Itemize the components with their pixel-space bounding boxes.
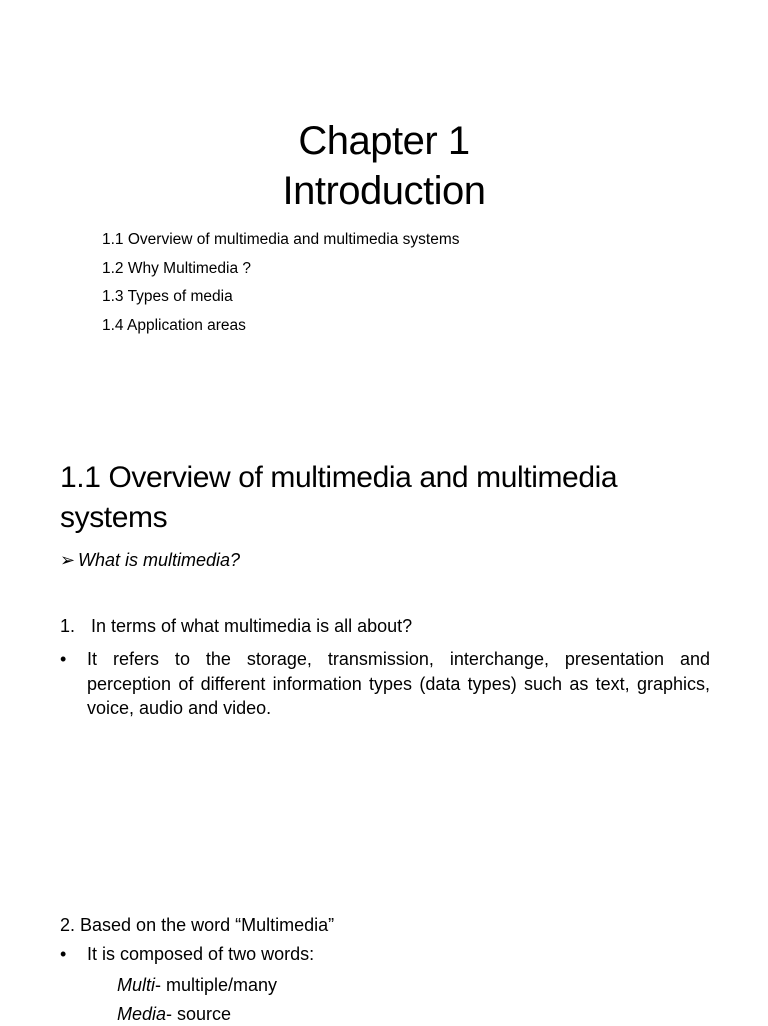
question-line [60,548,240,572]
definition-media [117,1002,231,1026]
bullet-text: It refers to the storage, transmission, interchange, presentation and perception of different information types (data types) such as text, graphics, voice, audio and video. [87,649,710,718]
section-heading: 1.1 Overview of multimedia and multimedia systems [60,461,618,534]
chapter-title-line1: Chapter 1 [298,119,470,163]
question-text: What is multimedia? [78,550,241,570]
arrow-bullet-icon: ➢ [60,550,76,570]
bullet-icon: • [60,649,67,669]
toc-item: 1.1 Overview of multimedia and multimedia systems [102,231,460,248]
bullet-icon: • [60,944,67,964]
slide-overview [0,384,768,1024]
chapter-title [0,116,768,216]
table-of-contents [102,229,460,343]
item-number: 1. [60,616,76,636]
toc-item: 1.2 Why Multimedia ? [102,259,252,277]
chapter-title-line2: Introduction [282,169,486,213]
bullet-text: It is composed of two words: [87,944,315,964]
term-multi: Multi [117,975,156,995]
bullet-item-1 [60,647,710,721]
toc-item: 1.3 Types of media [102,288,233,305]
term-media: Media [117,1004,167,1024]
toc-item: 1.4 Application areas [102,316,246,334]
def-multi: - multiple/many [155,975,278,995]
bullet-item-2 [60,942,710,967]
definition-multi [117,973,277,997]
numbered-item-1 [60,614,412,638]
item-text: In terms of what multimedia is all about? [91,616,413,636]
def-media: - source [166,1004,232,1024]
slide-chapter-title [0,0,768,384]
numbered-item-2: 2. Based on the word “Multimedia” [60,915,335,935]
